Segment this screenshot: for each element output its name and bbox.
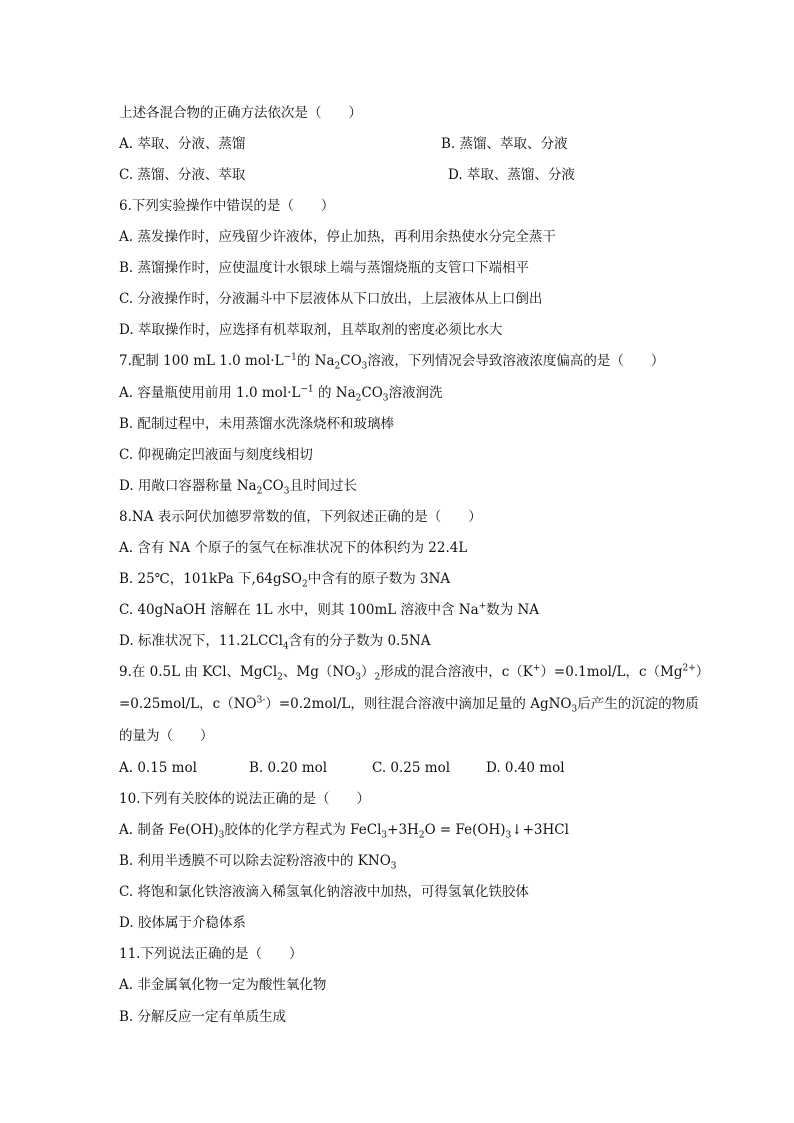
q11-option-b: B. 分解反应一定有单质生成 <box>119 1009 287 1025</box>
q9-option-b: B. 0.20 mol <box>249 760 328 776</box>
q10-stem: 10.下列有关胶体的说法正确的是（ ） <box>119 791 370 807</box>
q6-stem: 6.下列实验操作中错误的是（ ） <box>119 198 335 214</box>
q7-option-b: B. 配制过程中，未用蒸馏水洗涤烧杯和玻璃棒 <box>119 416 395 432</box>
q7-option-a: A. 容量瓶使用前用 1.0 $mol\cdot L^{-1}$ 的 $Na_2CO_3$溶液润洗 <box>119 384 443 404</box>
q9-option-a: A. 0.15 mol <box>119 760 197 776</box>
q6-option-c: C. 分液操作时，分液漏斗中下层液体从下口放出，上层液体从上口倒出 <box>119 291 543 307</box>
q10-option-d: D. 胶体属于介稳体系 <box>119 915 246 931</box>
q10-option-c: C. 将饱和氯化铁溶液滴入稀氢氧化钠溶液中加热，可得氢氧化铁胶体 <box>119 884 529 900</box>
q6-option-d: D. 萃取操作时，应选择有机萃取剂，且萃取剂的密度必须比水大 <box>119 322 503 338</box>
q9-stem-line1: 9.在 0.5L 由 KCl、MgCl$_2$、$Mg(NO_3)_2$形成的混合溶液中，c（K+）=0.1mol/L，$c(Mg^{2+})$ <box>119 663 710 683</box>
q6-option-a: A. 蒸发操作时，应残留少许液体，停止加热，再利用余热使水分完全蒸干 <box>119 229 556 245</box>
q8-option-b: B. 25℃，101kPa 下,64gSO$_2$中含有的原子数为 3NA <box>119 571 451 590</box>
q11-option-a: A. 非金属氧化物一定为酸性氧化物 <box>119 977 327 993</box>
q5-option-d: D. 萃取、蒸馏、分液 <box>448 167 575 183</box>
q5-stem: 上述各混合物的正确方法依次是（ ） <box>119 105 362 121</box>
q8-option-a: A. 含有 NA 个原子的氢气在标准状况下的体积约为 22.4L <box>119 540 468 556</box>
q8-option-d: D. 标准状况下，11.2LCCl$_4$含有的分子数为 0.5NA <box>119 633 431 652</box>
q10-option-b: B. 利用半透膜不可以除去淀粉溶液中的 $KNO_3$ <box>119 853 397 872</box>
q7-option-c: C. 仰视确定凹液面与刻度线相切 <box>119 447 313 463</box>
q11-stem: 11.下列说法正确的是（ ） <box>119 946 303 962</box>
q9-stem-line3: 的量为（ ） <box>119 728 214 744</box>
q10-option-a: A. 制备 $Fe(OH)_3$胶体的化学方程式为 $FeCl_3+3H_2O$ = $Fe(OH)_3↓+3HCl$ <box>119 822 569 841</box>
q5-option-c: C. 蒸馏、分液、萃取 <box>119 167 246 183</box>
q9-stem-line2: =0.25mol/L，$c(NO^{3-})=0.2mol/L$，则往混合溶液中滴加足量的 AgNO$_3$后产生的沉淀的物质 <box>119 695 699 715</box>
q9-option-d: D. 0.40 mol <box>486 760 565 776</box>
q8-stem: 8.NA 表示阿伏加德罗常数的值，下列叙述正确的是（ ） <box>119 509 482 525</box>
q8-option-c: C. 40gNaOH 溶解在 1L 水中，则其 100mL 溶液中含 Na+数为 NA <box>119 601 540 618</box>
q7-option-d: D. 用敞口容器称量 $Na_2CO_3$且时间过长 <box>119 478 357 497</box>
q5-option-a: A. 萃取、分液、蒸馏 <box>119 136 246 152</box>
q9-option-c: C. 0.25 mol <box>372 760 451 776</box>
q6-option-b: B. 蒸馏操作时，应使温度计水银球上端与蒸馏烧瓶的支管口下端相平 <box>119 260 530 276</box>
q5-option-b: B. 蒸馏、萃取、分液 <box>441 136 568 152</box>
q7-stem: 7.配制 100 mL 1.0 $mol\cdot L^{-1}$的 $Na_2CO_3$溶液，下列情况会导致溶液浓度偏高的是（ ） <box>119 352 665 372</box>
